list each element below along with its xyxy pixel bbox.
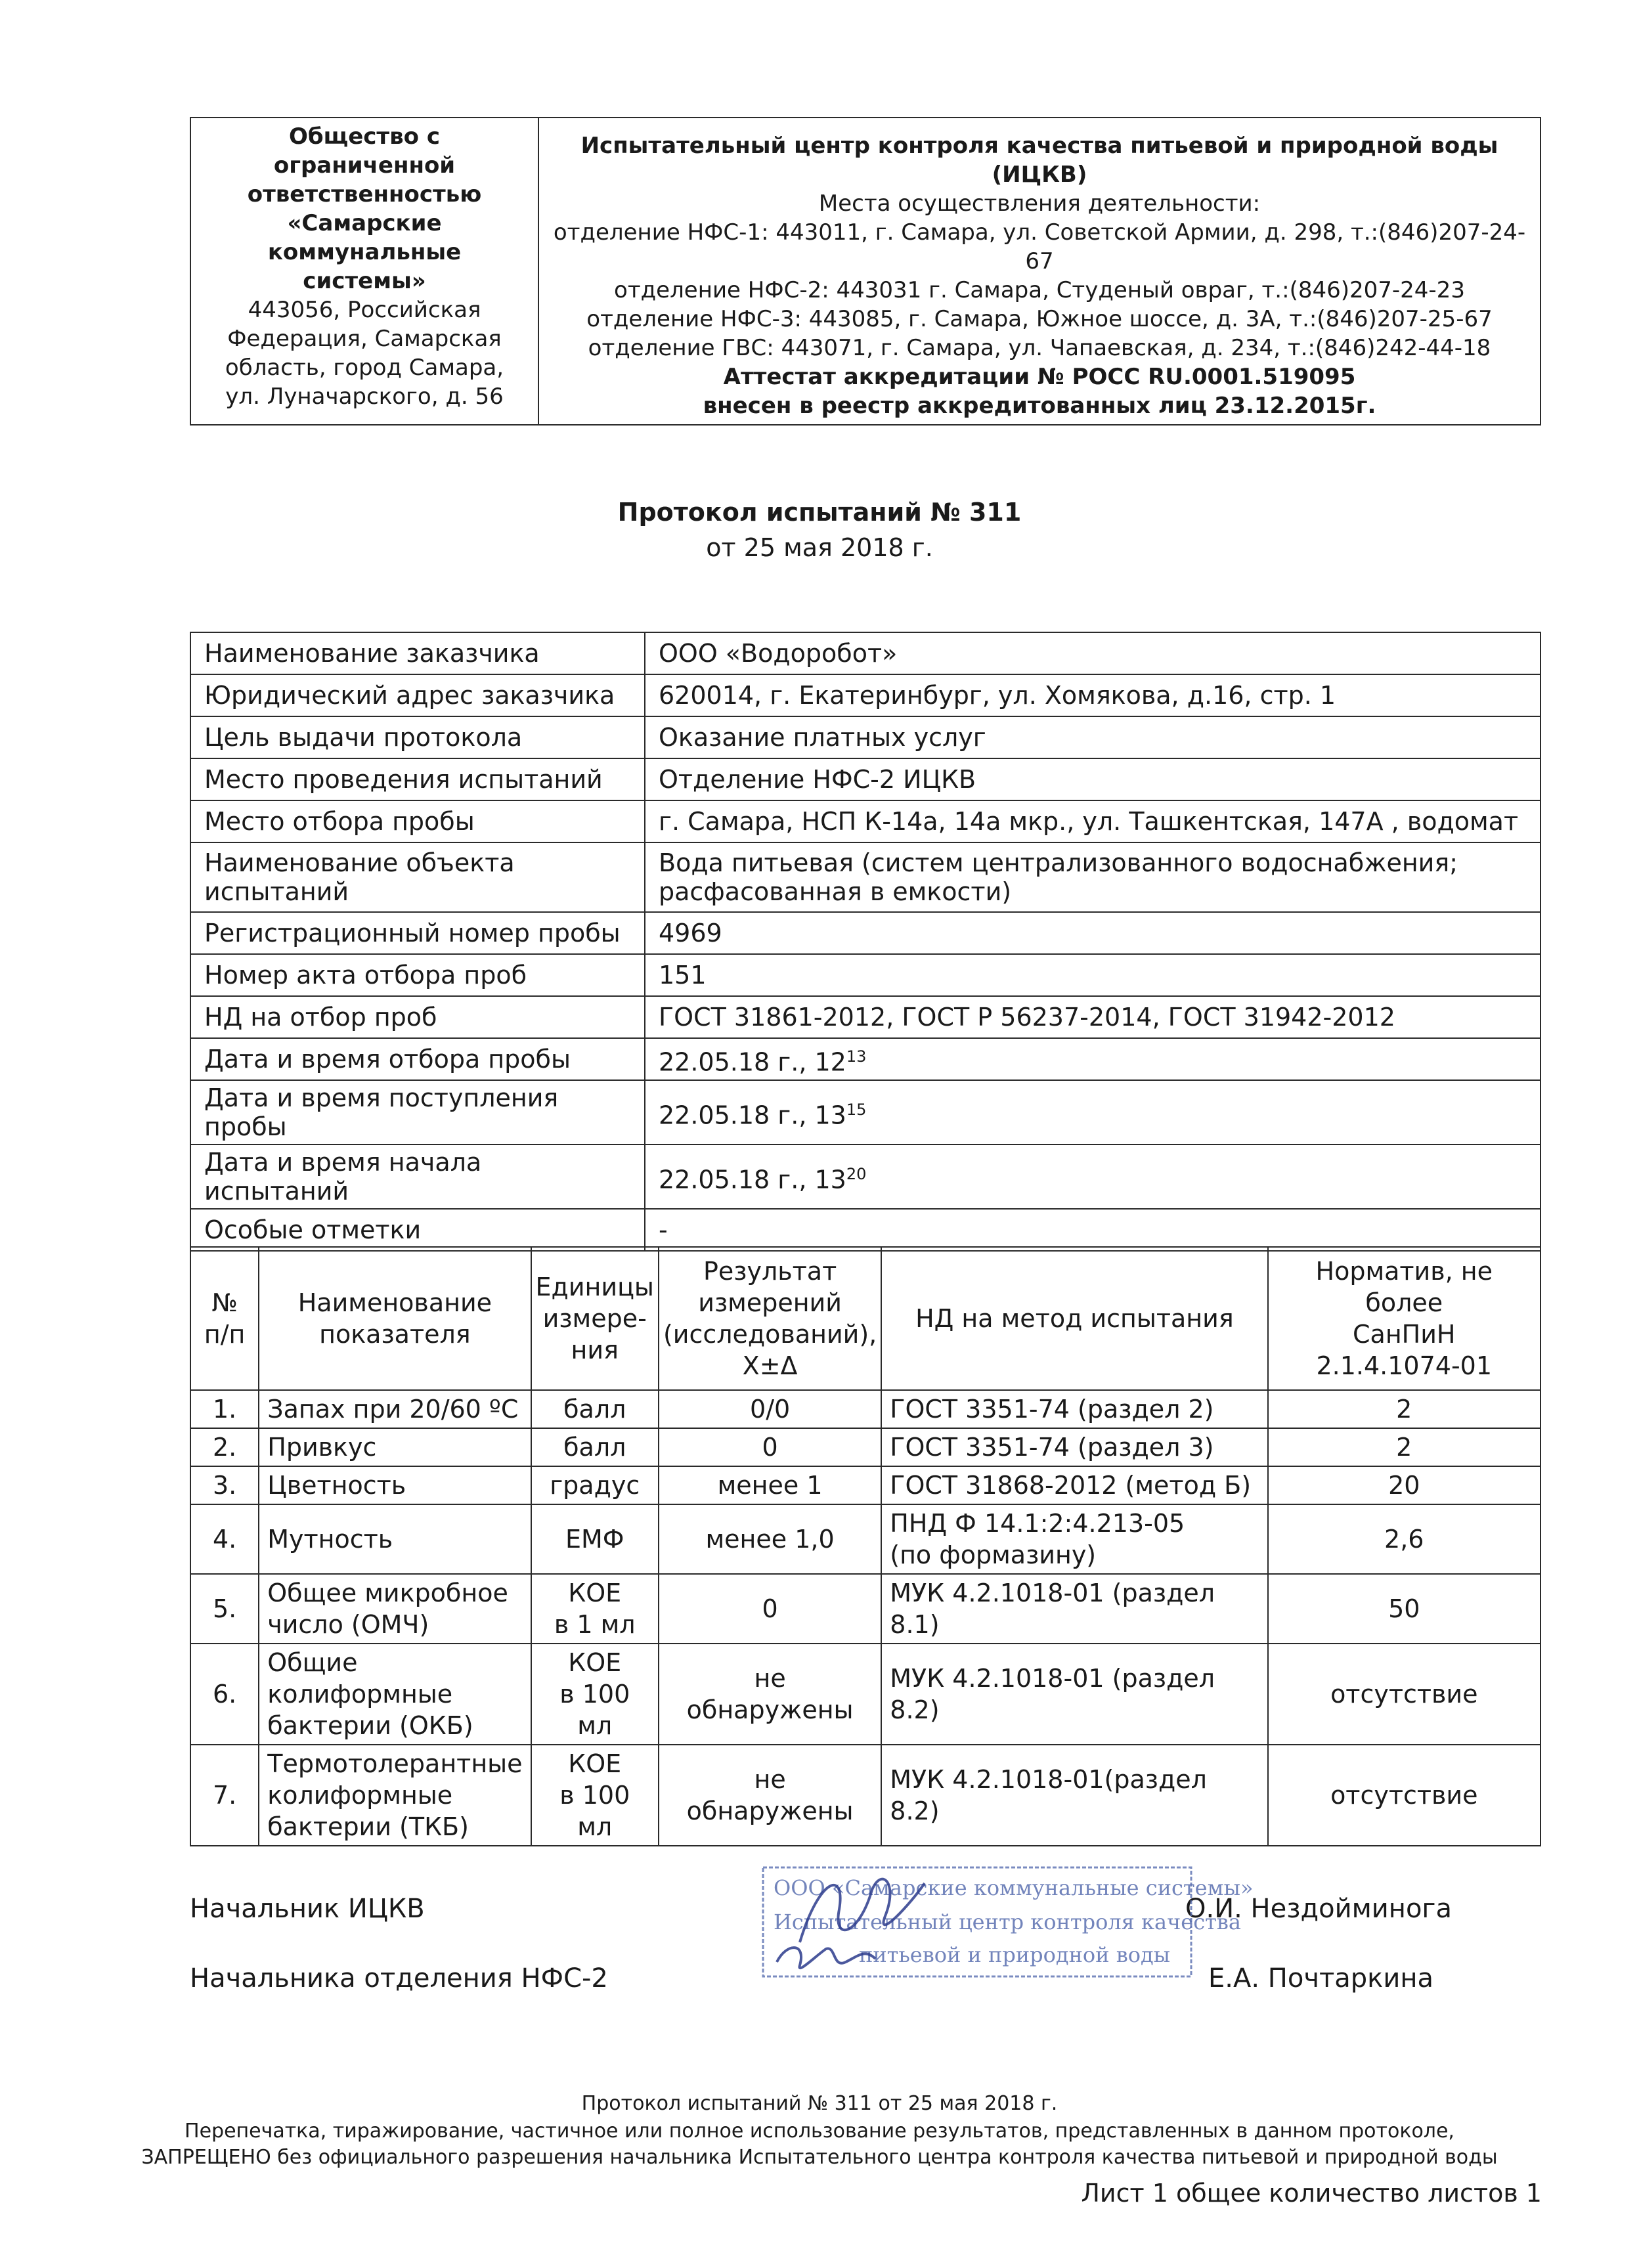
row-unit: балл (531, 1428, 659, 1466)
row-norm: 50 (1268, 1574, 1541, 1644)
row-name (259, 1574, 531, 1644)
info-row (190, 758, 1541, 800)
header-line: ния (571, 1336, 619, 1364)
row-method: ГОСТ 3351-74 (раздел 3) (881, 1428, 1267, 1466)
org-address-line: ул. Луначарского, д. 56 (225, 383, 504, 410)
registry: внесен в реестр аккредитованных лиц 23.12.2015г. (703, 393, 1376, 419)
row-method: ГОСТ 3351-74 (раздел 2) (881, 1390, 1267, 1428)
info-row (190, 1209, 1541, 1251)
header-num (190, 1247, 259, 1390)
row-name: Цветность (259, 1466, 531, 1504)
row-result: не обнаружены (659, 1745, 881, 1846)
org-name-line: «Самарские (287, 210, 442, 236)
time-minutes: 15 (846, 1100, 867, 1119)
info-value: - (645, 1209, 1541, 1251)
header-name (259, 1247, 531, 1390)
info-key: Место отбора пробы (190, 800, 645, 842)
info-row (190, 912, 1541, 954)
lab-title: Испытательный центр контроля качества питьевой и природной воды (580, 133, 1498, 159)
row-norm: 20 (1268, 1466, 1541, 1504)
info-key: Номер акта отбора проб (190, 954, 645, 996)
info-value: 151 (645, 954, 1541, 996)
protocol-date: от 25 мая 2018 г. (706, 533, 933, 562)
org-name-line: ограниченной (273, 152, 456, 179)
info-row (190, 674, 1541, 716)
name-line: Общее микробное (267, 1579, 508, 1607)
row-unit: градус (531, 1466, 659, 1504)
footer-notice-2: ЗАПРЕЩЕНО без официального разрешения начальника Испытательного центра контроля качества питьевой и природной воды (141, 2146, 1498, 2169)
row-norm: 2,6 (1268, 1504, 1541, 1574)
places-label: Места осуществления деятельности: (818, 190, 1261, 217)
info-value: 4969 (645, 912, 1541, 954)
unit-line: в 100 (559, 1680, 630, 1709)
method-line: (по формазину) (890, 1540, 1097, 1569)
header-line: п/п (204, 1320, 246, 1349)
info-value-line: Вода питьевая (систем централизованного водоснабжения; (659, 848, 1458, 877)
info-row (190, 1038, 1541, 1080)
name-line: бактерии (ОКБ) (267, 1711, 473, 1740)
results-row (190, 1428, 1541, 1466)
row-name: Запах при 20/60 ºС (259, 1390, 531, 1428)
date-text: 22.05.18 г., 13 (659, 1101, 846, 1130)
info-value: г. Самара, НСП К-14а, 14а мкр., ул. Ташкентская, 147А , водомат (645, 800, 1541, 842)
row-num: 3. (190, 1466, 259, 1504)
row-method: МУК 4.2.1018-01 (раздел 8.2) (881, 1644, 1267, 1745)
stamp-line-2: Испытательный центр контроля качества (774, 1909, 1241, 1934)
lab-cell (538, 118, 1541, 425)
header-line: 2.1.4.1074-01 (1316, 1351, 1493, 1380)
row-method (881, 1504, 1267, 1574)
header-line: НД на метод испытания (915, 1304, 1234, 1333)
info-key: Наименование заказчика (190, 632, 645, 674)
row-unit: ЕМФ (531, 1504, 659, 1574)
name-line: колиформные (267, 1781, 453, 1810)
header-unit (531, 1247, 659, 1390)
time-minutes: 13 (846, 1047, 867, 1066)
header-norm (1268, 1247, 1541, 1390)
branch-line: отделение НФС-1: 443011, г. Самара, ул. Советской Армии, д. 298, т.:(846)207-24-67 (553, 219, 1526, 274)
header-result (659, 1247, 881, 1390)
row-unit (531, 1644, 659, 1745)
info-value: Отделение НФС-2 ИЦКВ (645, 758, 1541, 800)
header-line: более (1365, 1288, 1443, 1317)
org-name-line: Общество с (288, 123, 440, 150)
info-row (190, 716, 1541, 758)
org-address-line: 443056, Российская (248, 297, 481, 323)
results-row (190, 1504, 1541, 1574)
stamp-graphic (760, 1864, 1254, 1980)
branch-line: отделение НФС-2: 443031 г. Самара, Студеный овраг, т.:(846)207-24-23 (614, 277, 1465, 303)
accreditation: Аттестат аккредитации № РОСС RU.0001.519095 (723, 364, 1356, 390)
row-result: не обнаружены (659, 1644, 881, 1745)
row-unit (531, 1745, 659, 1846)
method-line: ПНД Ф 14.1:2:4.213-05 (890, 1509, 1185, 1538)
row-norm: 2 (1268, 1390, 1541, 1428)
info-value: ООО «Водоробот» (645, 632, 1541, 674)
info-value (645, 1080, 1541, 1145)
unit-line: КОЕ (568, 1749, 622, 1778)
header-line: Норматив, не (1315, 1257, 1493, 1286)
results-row (190, 1574, 1541, 1644)
branch-line: отделение ГВС: 443071, г. Самара, ул. Чапаевская, д. 234, т.:(846)242-44-18 (588, 335, 1491, 361)
footer-protocol: Протокол испытаний № 311 от 25 мая 2018 г. (581, 2092, 1058, 2115)
date-text: 22.05.18 г., 13 (659, 1165, 846, 1194)
info-key: Юридический адрес заказчика (190, 674, 645, 716)
row-num: 6. (190, 1644, 259, 1745)
info-key: НД на отбор проб (190, 996, 645, 1038)
results-row (190, 1390, 1541, 1428)
info-value (645, 842, 1541, 912)
info-key: Регистрационный номер пробы (190, 912, 645, 954)
row-norm: отсутствие (1268, 1644, 1541, 1745)
name-line: Общие (267, 1648, 358, 1677)
header-line: показателя (319, 1320, 471, 1349)
head-name: О.И. Нездойминога (1185, 1894, 1452, 1924)
name-line: колиформные (267, 1680, 453, 1709)
header-line: X±Δ (742, 1351, 798, 1380)
row-name: Мутность (259, 1504, 531, 1574)
header-line: Результат (703, 1257, 837, 1286)
branch-line: отделение НФС-3: 443085, г. Самара, Южное шоссе, д. 3А, т.:(846)207-25-67 (586, 306, 1493, 332)
row-norm: 2 (1268, 1428, 1541, 1466)
info-key: Дата и время поступления пробы (190, 1080, 645, 1145)
header-line: измерений (698, 1288, 842, 1317)
results-row (190, 1466, 1541, 1504)
row-result: 0/0 (659, 1390, 881, 1428)
info-key (190, 842, 645, 912)
row-name (259, 1644, 531, 1745)
row-unit (531, 1574, 659, 1644)
results-row (190, 1745, 1541, 1846)
lab-abbrev: (ИЦКВ) (992, 162, 1087, 188)
branch-head-title: Начальника отделения НФС-2 (190, 1963, 608, 1994)
date-text: 22.05.18 г., 12 (659, 1047, 846, 1077)
org-name-line: коммунальные (267, 239, 462, 265)
info-row (190, 632, 1541, 674)
unit-line: в 100 (559, 1781, 630, 1810)
results-header-row (190, 1247, 1541, 1390)
header-line: Единицы (535, 1273, 654, 1301)
row-result: менее 1 (659, 1466, 881, 1504)
row-method: ГОСТ 31868-2012 (метод Б) (881, 1466, 1267, 1504)
info-value (645, 1038, 1541, 1080)
unit-line: в 1 мл (554, 1610, 636, 1639)
org-name-line: ответственностью (247, 181, 482, 207)
stamp-line-3: питьевой и природной воды (859, 1942, 1171, 1967)
row-num: 1. (190, 1390, 259, 1428)
header-line: СанПиН (1353, 1320, 1456, 1349)
row-name (259, 1745, 531, 1846)
org-cell (190, 118, 538, 425)
sample-info-table (190, 632, 1541, 1252)
header-line: (исследований), (663, 1320, 877, 1349)
info-value (645, 1145, 1541, 1209)
name-line: бактерии (ТКБ) (267, 1812, 469, 1841)
info-value: Оказание платных услуг (645, 716, 1541, 758)
unit-line: КОЕ (568, 1579, 622, 1607)
row-num: 5. (190, 1574, 259, 1644)
info-value: ГОСТ 31861-2012, ГОСТ Р 56237-2014, ГОСТ 31942-2012 (645, 996, 1541, 1038)
header-line: Наименование (297, 1288, 492, 1317)
row-method: МУК 4.2.1018-01(раздел 8.2) (881, 1745, 1267, 1846)
name-line: число (ОМЧ) (267, 1610, 429, 1639)
results-table (190, 1246, 1541, 1846)
row-result: менее 1,0 (659, 1504, 881, 1574)
info-row (190, 996, 1541, 1038)
header-line: измере- (542, 1304, 647, 1333)
row-result: 0 (659, 1428, 881, 1466)
unit-line: мл (577, 1812, 613, 1841)
sheet-count: Лист 1 общее количество листов 1 (1081, 2179, 1542, 2208)
row-num: 7. (190, 1745, 259, 1846)
row-name: Привкус (259, 1428, 531, 1466)
info-value: 620014, г. Екатеринбург, ул. Хомякова, д.16, стр. 1 (645, 674, 1541, 716)
org-address-line: Федерация, Самарская (227, 326, 502, 352)
info-key: Цель выдачи протокола (190, 716, 645, 758)
results-row (190, 1644, 1541, 1745)
info-key-line: испытаний (204, 877, 349, 906)
branch-head-name: Е.А. Почтаркина (1208, 1963, 1433, 1994)
unit-line: КОЕ (568, 1648, 622, 1677)
time-minutes: 20 (846, 1164, 867, 1183)
head-title: Начальник ИЦКВ (190, 1894, 425, 1924)
organization-stamp (760, 1864, 1254, 1980)
org-address-line: область, город Самара, (225, 355, 504, 381)
info-key-line: Наименование объекта (204, 848, 515, 877)
row-unit: балл (531, 1390, 659, 1428)
info-row (190, 1145, 1541, 1209)
info-key: Дата и время отбора пробы (190, 1038, 645, 1080)
info-row (190, 842, 1541, 912)
row-method: МУК 4.2.1018-01 (раздел 8.1) (881, 1574, 1267, 1644)
unit-line: мл (577, 1711, 613, 1740)
info-value-line: расфасованная в емкости) (659, 877, 1012, 906)
info-row (190, 800, 1541, 842)
protocol-title: Протокол испытаний № 311 (617, 498, 1022, 527)
org-name-line: системы» (303, 268, 426, 294)
name-line: Термотолерантные (267, 1749, 523, 1778)
info-key: Место проведения испытаний (190, 758, 645, 800)
info-row (190, 1080, 1541, 1145)
footer-notice-1: Перепечатка, тиражирование, частичное или полное использование результатов, представленных в данном протоколе, (185, 2120, 1454, 2143)
row-result: 0 (659, 1574, 881, 1644)
row-norm: отсутствие (1268, 1745, 1541, 1846)
header-line: № (211, 1288, 238, 1317)
row-num: 4. (190, 1504, 259, 1574)
row-num: 2. (190, 1428, 259, 1466)
info-key: Дата и время начала испытаний (190, 1145, 645, 1209)
header-method (881, 1247, 1267, 1390)
info-key: Особые отметки (190, 1209, 645, 1251)
header-table (190, 117, 1541, 425)
info-row (190, 954, 1541, 996)
stamp-line-1: ООО «Самарские коммунальные системы» (774, 1875, 1254, 1900)
